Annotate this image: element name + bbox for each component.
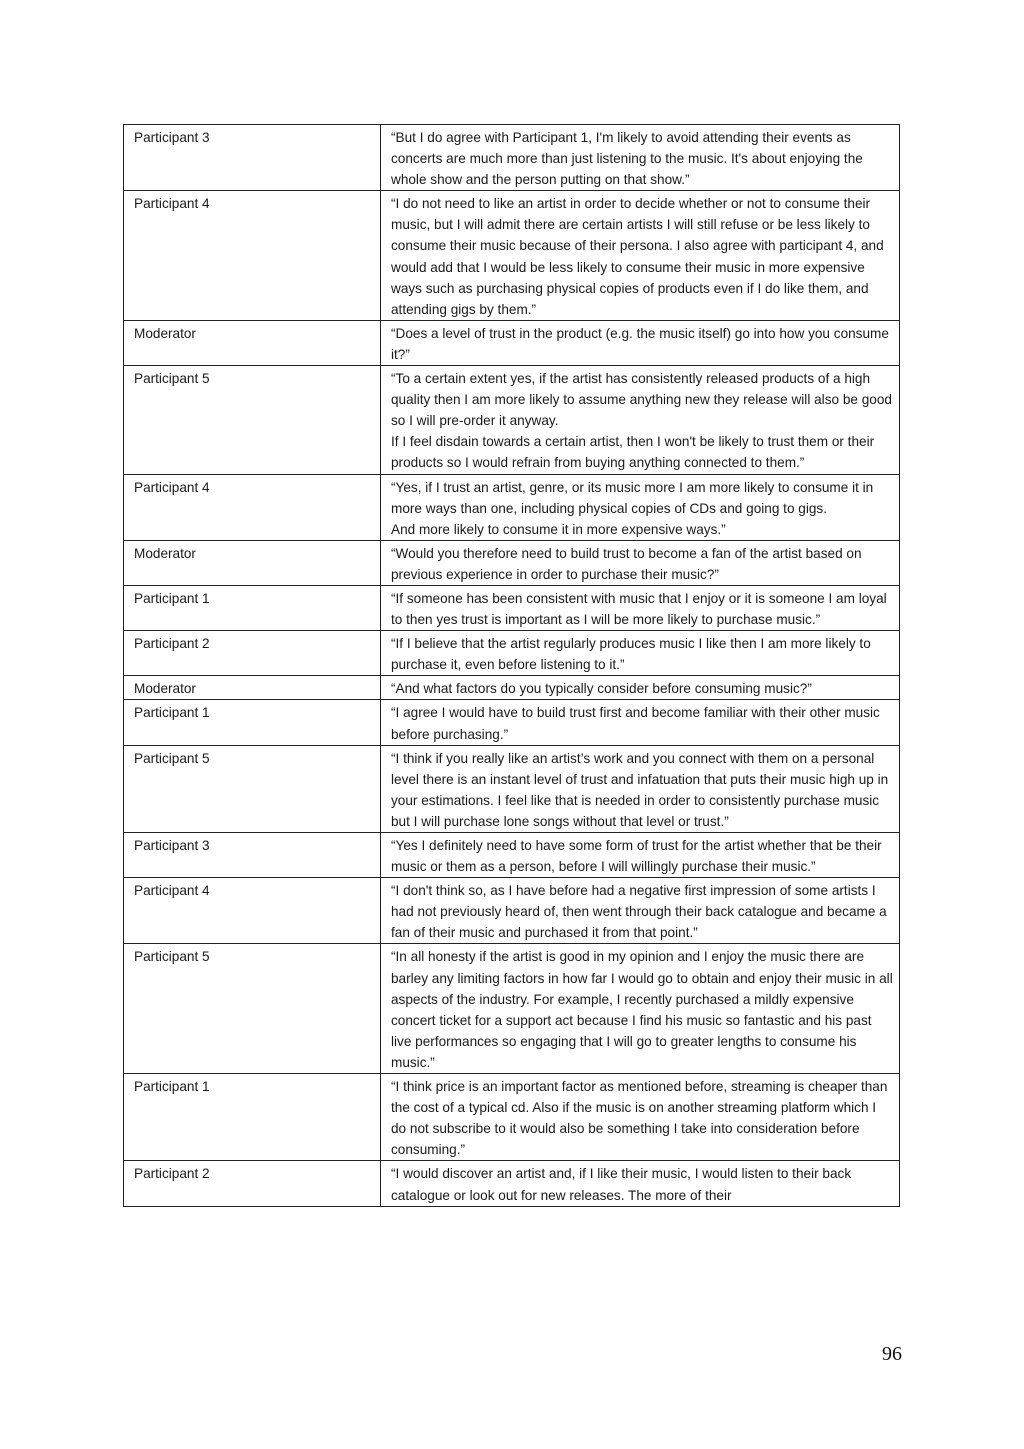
page-number: 96 xyxy=(882,1343,902,1365)
speaker-cell: Participant 5 xyxy=(124,366,381,474)
quote-cell: “Yes, if I trust an artist, genre, or its music more I am more likely to consume it in more ways than one, including physical copies of CDs and going to gigs. And more likely to consume it in more expensive ways.” xyxy=(381,474,900,540)
quote-cell: “I think price is an important factor as mentioned before, streaming is cheaper than the cost of a typical cd. Also if the music is on another streaming platform which I do not subscribe to it would also be something I take into consideration before consuming.” xyxy=(381,1074,900,1161)
transcript-table xyxy=(123,124,900,1207)
transcript-rows xyxy=(124,125,900,1207)
table-row xyxy=(124,878,900,944)
table-row xyxy=(124,745,900,832)
speaker-cell: Participant 4 xyxy=(124,191,381,321)
quote-cell: “I agree I would have to build trust first and become familiar with their other music before purchasing.” xyxy=(381,700,900,745)
speaker-cell: Participant 2 xyxy=(124,1161,381,1206)
table-row xyxy=(124,320,900,365)
table-row xyxy=(124,631,900,676)
quote-cell: “Does a level of trust in the product (e.g. the music itself) go into how you consume it?” xyxy=(381,320,900,365)
quote-cell: “Yes I definitely need to have some form of trust for the artist whether that be their music or them as a person, before I will willingly purchase their music.” xyxy=(381,833,900,878)
speaker-cell: Participant 2 xyxy=(124,631,381,676)
table-row xyxy=(124,125,900,191)
quote-cell: “But I do agree with Participant 1, I'm likely to avoid attending their events as concerts are much more than just listening to the music. It's about enjoying the whole show and the person putting on that show.” xyxy=(381,125,900,191)
quote-cell: “If someone has been consistent with music that I enjoy or it is someone I am loyal to then yes trust is important as I will be more likely to purchase music.” xyxy=(381,585,900,630)
table-row xyxy=(124,474,900,540)
speaker-cell: Participant 4 xyxy=(124,878,381,944)
quote-cell: “I do not need to like an artist in order to decide whether or not to consume their music, but I will admit there are certain artists I will still refuse or be less likely to consume their music because of their persona. I also agree with participant 4, and would add that I would be less likely to consume their music in more expensive ways such as purchasing physical copies of products even if I do like them, and attending gigs by them.” xyxy=(381,191,900,321)
table-row xyxy=(124,676,900,700)
speaker-cell: Moderator xyxy=(124,676,381,700)
quote-cell: “I would discover an artist and, if I like their music, I would listen to their back catalogue or look out for new releases. The more of their xyxy=(381,1161,900,1206)
table-row xyxy=(124,540,900,585)
speaker-cell: Moderator xyxy=(124,320,381,365)
table-row xyxy=(124,700,900,745)
speaker-cell: Participant 3 xyxy=(124,833,381,878)
table-row xyxy=(124,366,900,474)
speaker-cell: Participant 1 xyxy=(124,1074,381,1161)
speaker-cell: Participant 5 xyxy=(124,745,381,832)
speaker-cell: Participant 1 xyxy=(124,585,381,630)
speaker-cell: Participant 1 xyxy=(124,700,381,745)
speaker-cell: Moderator xyxy=(124,540,381,585)
table-row xyxy=(124,585,900,630)
table-row xyxy=(124,944,900,1074)
quote-cell: “I think if you really like an artist’s work and you connect with them on a personal level there is an instant level of trust and infatuation that puts their music high up in your estimations. I feel like that is needed in order to consistently purchase music but I will purchase lone songs without that level or trust.” xyxy=(381,745,900,832)
quote-cell: “And what factors do you typically consider before consuming music?” xyxy=(381,676,900,700)
table-row xyxy=(124,1074,900,1161)
table-row xyxy=(124,191,900,321)
speaker-cell: Participant 3 xyxy=(124,125,381,191)
speaker-cell: Participant 4 xyxy=(124,474,381,540)
table-row xyxy=(124,1161,900,1206)
quote-cell: “If I believe that the artist regularly produces music I like then I am more likely to purchase it, even before listening to it.” xyxy=(381,631,900,676)
speaker-cell: Participant 5 xyxy=(124,944,381,1074)
quote-cell: “In all honesty if the artist is good in my opinion and I enjoy the music there are barley any limiting factors in how far I would go to obtain and enjoy their music in all aspects of the industry. For example, I recently purchased a mildly expensive concert ticket for a support act because I find his music so fantastic and his past live performances so engaging that I will go to greater lengths to consume his music.” xyxy=(381,944,900,1074)
quote-cell: “Would you therefore need to build trust to become a fan of the artist based on previous experience in order to purchase their music?” xyxy=(381,540,900,585)
quote-cell: “To a certain extent yes, if the artist has consistently released products of a high quality then I am more likely to assume anything new they release will also be good so I will pre-order it anyway. If I feel disdain towards a certain artist, then I won't be likely to trust them or their products so I would refrain from buying anything connected to them.” xyxy=(381,366,900,474)
quote-cell: “I don't think so, as I have before had a negative first impression of some artists I had not previously heard of, then went through their back catalogue and became a fan of their music and purchased it from that point.” xyxy=(381,878,900,944)
table-row xyxy=(124,833,900,878)
